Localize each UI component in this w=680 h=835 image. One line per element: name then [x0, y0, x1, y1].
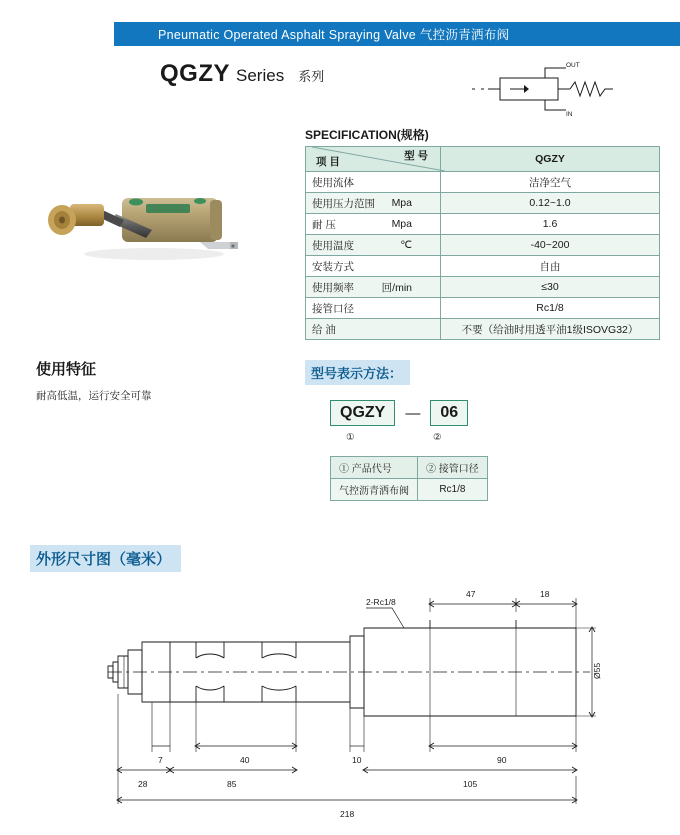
features-title: 使用特征 [36, 361, 97, 378]
dimension-drawing [0, 570, 680, 830]
table-header-row [306, 147, 660, 172]
table-row [306, 193, 660, 214]
spec-row-value: Rc1/8 [441, 298, 660, 319]
dim-90: 90 [497, 755, 507, 765]
model-mark-2: ② [433, 432, 442, 443]
spec-row-label: 耐 压 [312, 218, 336, 231]
table-row [306, 235, 660, 256]
table-row [306, 319, 660, 340]
model-table-cell-1: 气控沥青洒布阀 [331, 479, 418, 501]
dim-28: 28 [138, 779, 148, 789]
spec-row-value: 自由 [441, 256, 660, 277]
spec-row-label: 给 油 [312, 323, 336, 336]
dim-218: 218 [340, 809, 355, 819]
dimension-drawing-title: 外形尺寸图（毫米） [30, 545, 181, 572]
spec-header-value: QGZY [441, 147, 660, 172]
table-header-row [331, 457, 488, 479]
series-code: QGZY [160, 60, 231, 87]
spec-row-unit: 回/min [381, 281, 412, 294]
product-photo [24, 168, 274, 278]
table-row [306, 277, 660, 298]
spec-row-value: 1.6 [441, 214, 660, 235]
model-table-cell-2: Rc1/8 [418, 479, 488, 501]
model-mark-1: ① [346, 432, 355, 443]
spec-row-value: 0.12~1.0 [441, 193, 660, 214]
page-header-bar [114, 22, 680, 46]
dim-85: 85 [227, 779, 237, 789]
features-text: 耐高低温，运行安全可靠 [36, 390, 152, 402]
valve-symbol-diagram [470, 62, 620, 118]
dim-10: 10 [352, 755, 362, 765]
dim-top-18: 18 [540, 589, 550, 599]
spec-row-label: 安装方式 [312, 260, 354, 273]
dim-top-47: 47 [466, 589, 476, 599]
table-row [306, 172, 660, 193]
spec-row-label: 使用频率 [312, 281, 354, 294]
spec-header-model: 型 号 [404, 150, 428, 162]
page-header-title: Pneumatic Operated Asphalt Spraying Valve 气控沥青洒布阀 [158, 28, 510, 42]
spec-header-item: 项 目 [316, 156, 340, 168]
dim-40: 40 [240, 755, 250, 765]
model-code-dash: — [405, 404, 421, 422]
series-title [160, 60, 324, 88]
series-cn: 系列 [298, 69, 325, 84]
spec-row-value: 不要（给油时用透平油1级ISOVG32） [441, 319, 660, 340]
spec-row-label: 使用流体 [312, 176, 354, 189]
spec-row-value: -40~200 [441, 235, 660, 256]
dim-diameter: Ø55 [592, 662, 602, 679]
spec-row-value: ≤30 [441, 277, 660, 298]
model-code-part2: 06 [430, 400, 468, 426]
spec-row-label: 使用温度 [312, 239, 354, 252]
model-code-part1: QGZY [330, 400, 395, 426]
table-row [331, 479, 488, 501]
model-code-table [330, 456, 488, 501]
table-row [306, 256, 660, 277]
specification-table [305, 146, 660, 340]
model-code-row [330, 400, 468, 426]
spec-row-label: 接管口径 [312, 302, 354, 315]
spec-header-item-cell [306, 147, 441, 172]
model-table-head-2: ② 接管口径 [418, 457, 488, 479]
spec-row-unit: ℃ [400, 239, 412, 251]
symbol-out-label: OUT [566, 62, 580, 69]
table-row [306, 298, 660, 319]
table-row [306, 214, 660, 235]
series-word: Series [236, 66, 285, 85]
model-code-title: 型号表示方法： [305, 360, 410, 385]
spec-row-unit: Mpa [391, 197, 412, 209]
dim-7: 7 [158, 755, 163, 765]
dim-105: 105 [463, 779, 478, 789]
model-table-head-1: ① 产品代号 [331, 457, 418, 479]
spec-row-value: 洁净空气 [441, 172, 660, 193]
dim-port-label: 2-Rc1/8 [366, 597, 396, 607]
spec-row-unit: Mpa [391, 218, 412, 230]
symbol-in-label: IN [566, 111, 573, 118]
spec-row-label: 使用压力范围 [312, 197, 375, 210]
spec-heading: SPECIFICATION(规格) [305, 128, 429, 142]
